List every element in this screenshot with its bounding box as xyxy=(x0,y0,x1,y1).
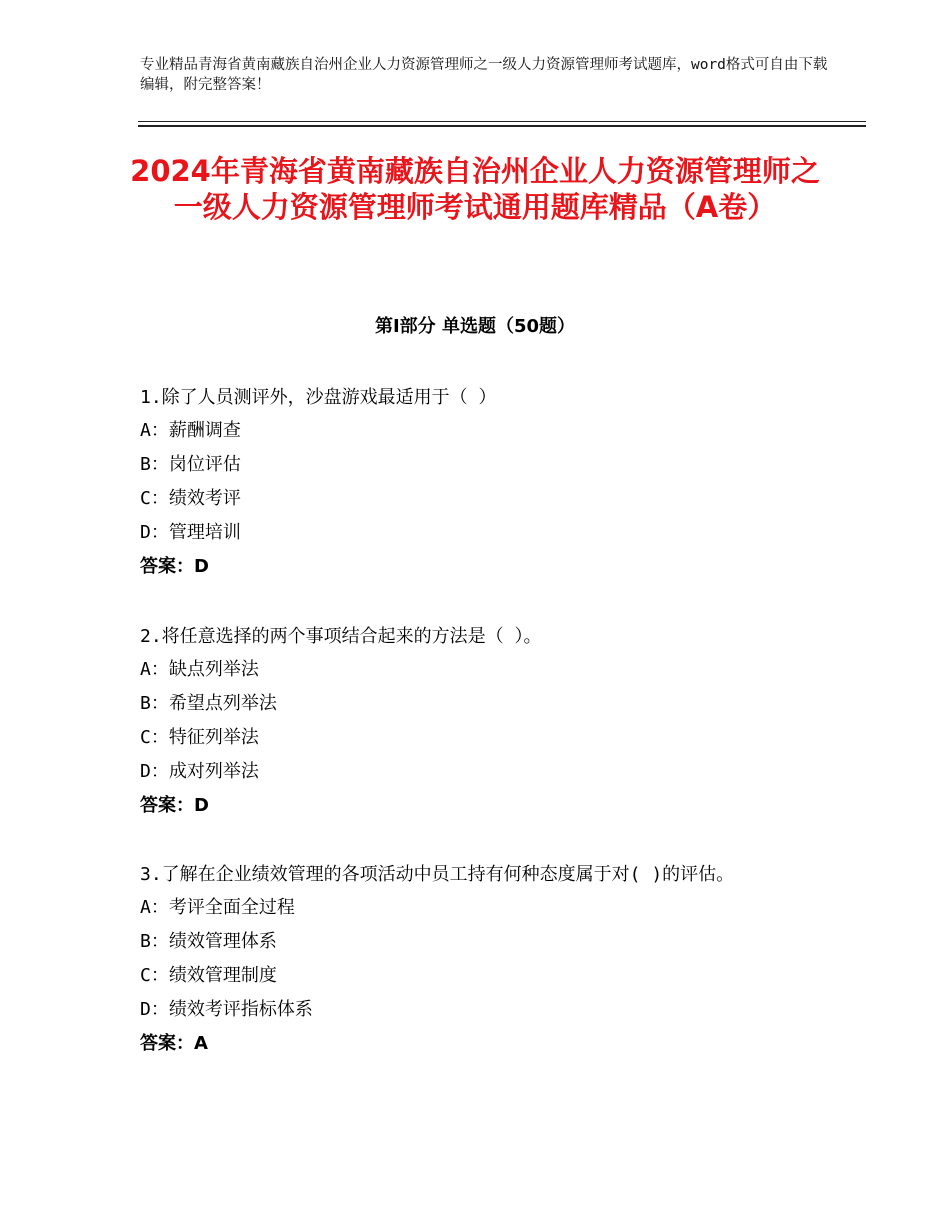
option-b: B：希望点列举法 xyxy=(140,693,277,714)
option-b: B：岗位评估 xyxy=(140,454,241,475)
option-d: D：绩效考评指标体系 xyxy=(140,999,313,1020)
option-c: C：特征列举法 xyxy=(140,727,259,748)
question-stem: 2.将任意选择的两个事项结合起来的方法是（ ）。 xyxy=(140,626,542,647)
question-stem: 3.了解在企业绩效管理的各项活动中员工持有何种态度属于对( )的评估。 xyxy=(140,864,735,885)
answer-line: 答案：A xyxy=(140,1033,208,1054)
answer-line: 答案：D xyxy=(140,556,209,577)
option-a: A：考评全面全过程 xyxy=(140,897,295,918)
option-b: B：绩效管理体系 xyxy=(140,931,277,952)
header-note: 专业精品青海省黄南藏族自治州企业人力资源管理师之一级人力资源管理师考试题库，word格式可自由下载编辑，附完整答案！ xyxy=(140,57,828,93)
option-a: A：薪酬调查 xyxy=(140,420,241,441)
document-title: 2024年青海省黄南藏族自治州企业人力资源管理师之一级人力资源管理师考试通用题库精品（A卷） xyxy=(130,154,820,224)
answer-line: 答案：D xyxy=(140,795,209,816)
question-stem: 1.除了人员测评外，沙盘游戏最适用于（ ） xyxy=(140,387,497,408)
question-3 xyxy=(140,859,820,1061)
option-a: A：缺点列举法 xyxy=(140,659,259,680)
section-heading: 第Ⅰ部分 单选题（50题） xyxy=(374,316,575,337)
question-1 xyxy=(140,382,820,584)
option-d: D：管理培训 xyxy=(140,522,241,543)
header-divider-thin xyxy=(138,121,866,122)
option-c: C：绩效管理制度 xyxy=(140,965,277,986)
question-2 xyxy=(140,621,820,823)
option-c: C：绩效考评 xyxy=(140,488,241,509)
option-d: D：成对列举法 xyxy=(140,761,259,782)
header-divider-thick xyxy=(138,125,866,127)
